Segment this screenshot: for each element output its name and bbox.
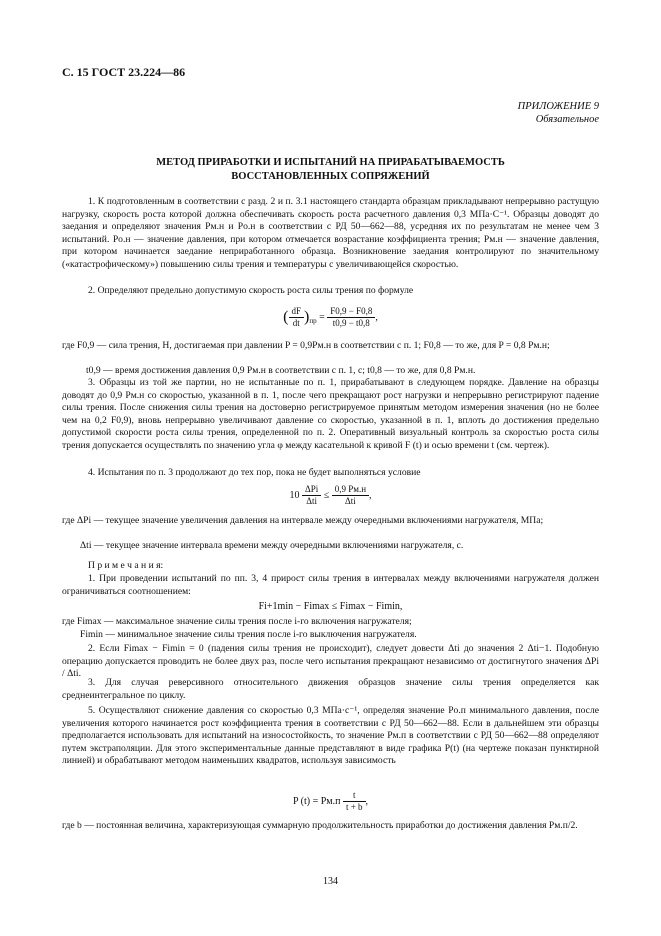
formula-4-where: где b — постоянная величина, характеризующая суммарную продолжительность приработки до достижения давления Pм.п/2. [62,820,578,831]
paragraph-5: 5. Осуществляют снижение давления со скоростью 0,3 МПа·с⁻¹, определяя значение Pо.п минимального давления, после увеличения которого начинается рост коэффициента трения в соответствии с РД 50—662—88. Если в дальнейшем эти образцы предполагается использовать для испытаний на износостойкость, то значение Pм.п в соответствии с РД 50—662—88 определяют путем экстраполяции. Для этого экспериментальные данные представляют в виде графика P(t) (на чертеже показан пунктирной линией) и обрабатывают методом наименьших квадратов, используя зависимость [62,705,599,767]
formula-2-where-2: Δti — текущее значение интервала времени между очередными включениями нагружателя, с. [80,540,464,551]
note-1: 1. При проведении испытаний по пп. 3, 4 прирост силы трения в интервалах между включениями нагружателя должен ограничиваться соотношением: [62,573,599,597]
page-number: 134 [323,876,338,887]
page-header: С. 15 ГОСТ 23.224—86 [62,65,186,79]
formula-1-where-2: t0,9 — время достижения давления 0,9 Pм.н в соответствии с п. 1, с; t0,8 — то же, для 0,8 Pм.н. [86,365,476,376]
formula-3: Fi+1min − Fimax ≤ Fimax − Fimin, [258,601,403,612]
f2-r-den: Δti [344,496,356,506]
f2-l-den: Δti [306,496,317,506]
appendix-status: Обязательное [535,114,599,125]
formula-2: 10 $\frac{\text{ΔPi}}{\text{Δti}}$ ≤ $\frac{0,9 Pм.н}{\text{Δti}}$ , [289,484,372,506]
formula-3-where-1: где Fimax — максимальное значение силы трения после i-го включения нагружателя; [62,616,412,627]
formula-2-where-1: где ΔPi — текущее значение увеличения давления на интервале между очередными включениями нагружателя, МПа; [62,515,544,526]
f1-lhs-sub: пр [309,316,317,325]
title-line-1: МЕТОД ПРИРАБОТКИ И ИСПЫТАНИЙ НА ПРИРАБАТЫВАЕМОСТЬ [156,157,505,168]
f4-end: , [365,796,369,807]
formula-1-where-1: где F0,9 — сила трения, Н, достигаемая при давлении P = 0,9Pм.н в соответствии с п. 1; F0,8 — то же, для P = 0,8 Pм.н; [62,340,550,351]
formula-4 [62,790,599,813]
paragraph-3: 3. Образцы из той же партии, но не испытанные по п. 1, прирабатывают в следующем порядке. Давление на образцы доводят до 0,9 Pм.н со скоростью, указанной в п. 1, после чего прекращают рост нагрузки и непрерывно регистрируют падение силы трения. После снижения силы трения на достоверно регистрируемое принятым методом измерения значения (но не более чем на 0,2 F0,9), вновь непрерывно увеличивают давление со скоростью, указанной в п. 1, вплоть до достижения предельно допустимой скорости роста силы трения, определенной по п. 2. Оперативный визуальный контроль за скоростью роста силы трения допускается осуществлять по значению угла φ между касательной к кривой F (t) и осью времени t (см. чертеж). [62,377,599,451]
f2-sign: ≤ [323,490,330,501]
f2-l-num: ΔPi [302,484,321,496]
note-3: 3. Для случая реверсивного относительного движения образцов значение силы трения определяется как среднеинтегральное по циклу. [62,677,599,701]
f4-den: t + b [345,802,363,812]
appendix-block [518,100,599,126]
notes-title: П р и м е ч а н и я: [88,560,164,571]
formula-1: ( $\frac{dF}{dt}$ )$_{пр}$ = $\frac{F0,9 - F0,8}{t0,9 - t0,8}$ , [283,306,378,328]
paragraph-2: 2. Определяют предельно допустимую скорость роста силы трения по формуле [88,285,414,296]
paragraph-1: 1. К подготовленным в соответствии с разд. 2 и п. 3.1 настоящего стандарта образцам прикладывают непрерывно растущую нагрузку, скорость роста которой должна обеспечивать скорость роста расчетного давления 0,3 МПа·С⁻¹. Образцы доводят до заедания и определяют значения Pм.н и Pо.н в соответствии с РД 50—662—88, усредняя их по результатам не менее чем 3 испытаний. Pо.н — значение давления, при котором отмечается возрастание коэффициента трения; Pм.н — значение давления, при котором начинается заедание неприработанного образца. Возникновение заедания контролируют по значительному («катастрофическому») повышению силы трения и температуры с увеличивающейся скоростью. [62,196,599,270]
f1-lhs-den: dt [292,318,300,328]
f1-rhs-den: t0,9 − t0,8 [332,318,370,328]
paragraph-4: 4. Испытания по п. 3 продолжают до тех пор, пока не будет выполняться условие [88,467,421,478]
f4-num: t [343,790,366,802]
title-line-2: ВОССТАНОВЛЕННЫХ СОПРЯЖЕНИЙ [231,171,430,182]
formula-3-where-2: Fimin — минимальное значение силы трения после i-го выключения нагружателя. [80,629,417,640]
appendix-label: ПРИЛОЖЕНИЕ 9 [517,101,599,112]
note-2: 2. Если Fimax − Fimin = 0 (падения силы трения не происходит), следует довести Δti до значения 2 Δti−1. Подобную операцию допускается проводить не более двух раз, после чего испытания прекращают независимо от достигнутого значения ΔPi / Δti. [62,643,599,680]
f2-coef: 10 [289,490,300,501]
f1-rhs-num: F0,9 − F0,8 [327,306,375,318]
document-title [62,156,599,184]
f4-lhs: P (t) = Pм.п [292,796,341,807]
f2-r-num: 0,9 Pм.н [332,484,369,496]
f1-lhs-num: dF [289,306,305,318]
